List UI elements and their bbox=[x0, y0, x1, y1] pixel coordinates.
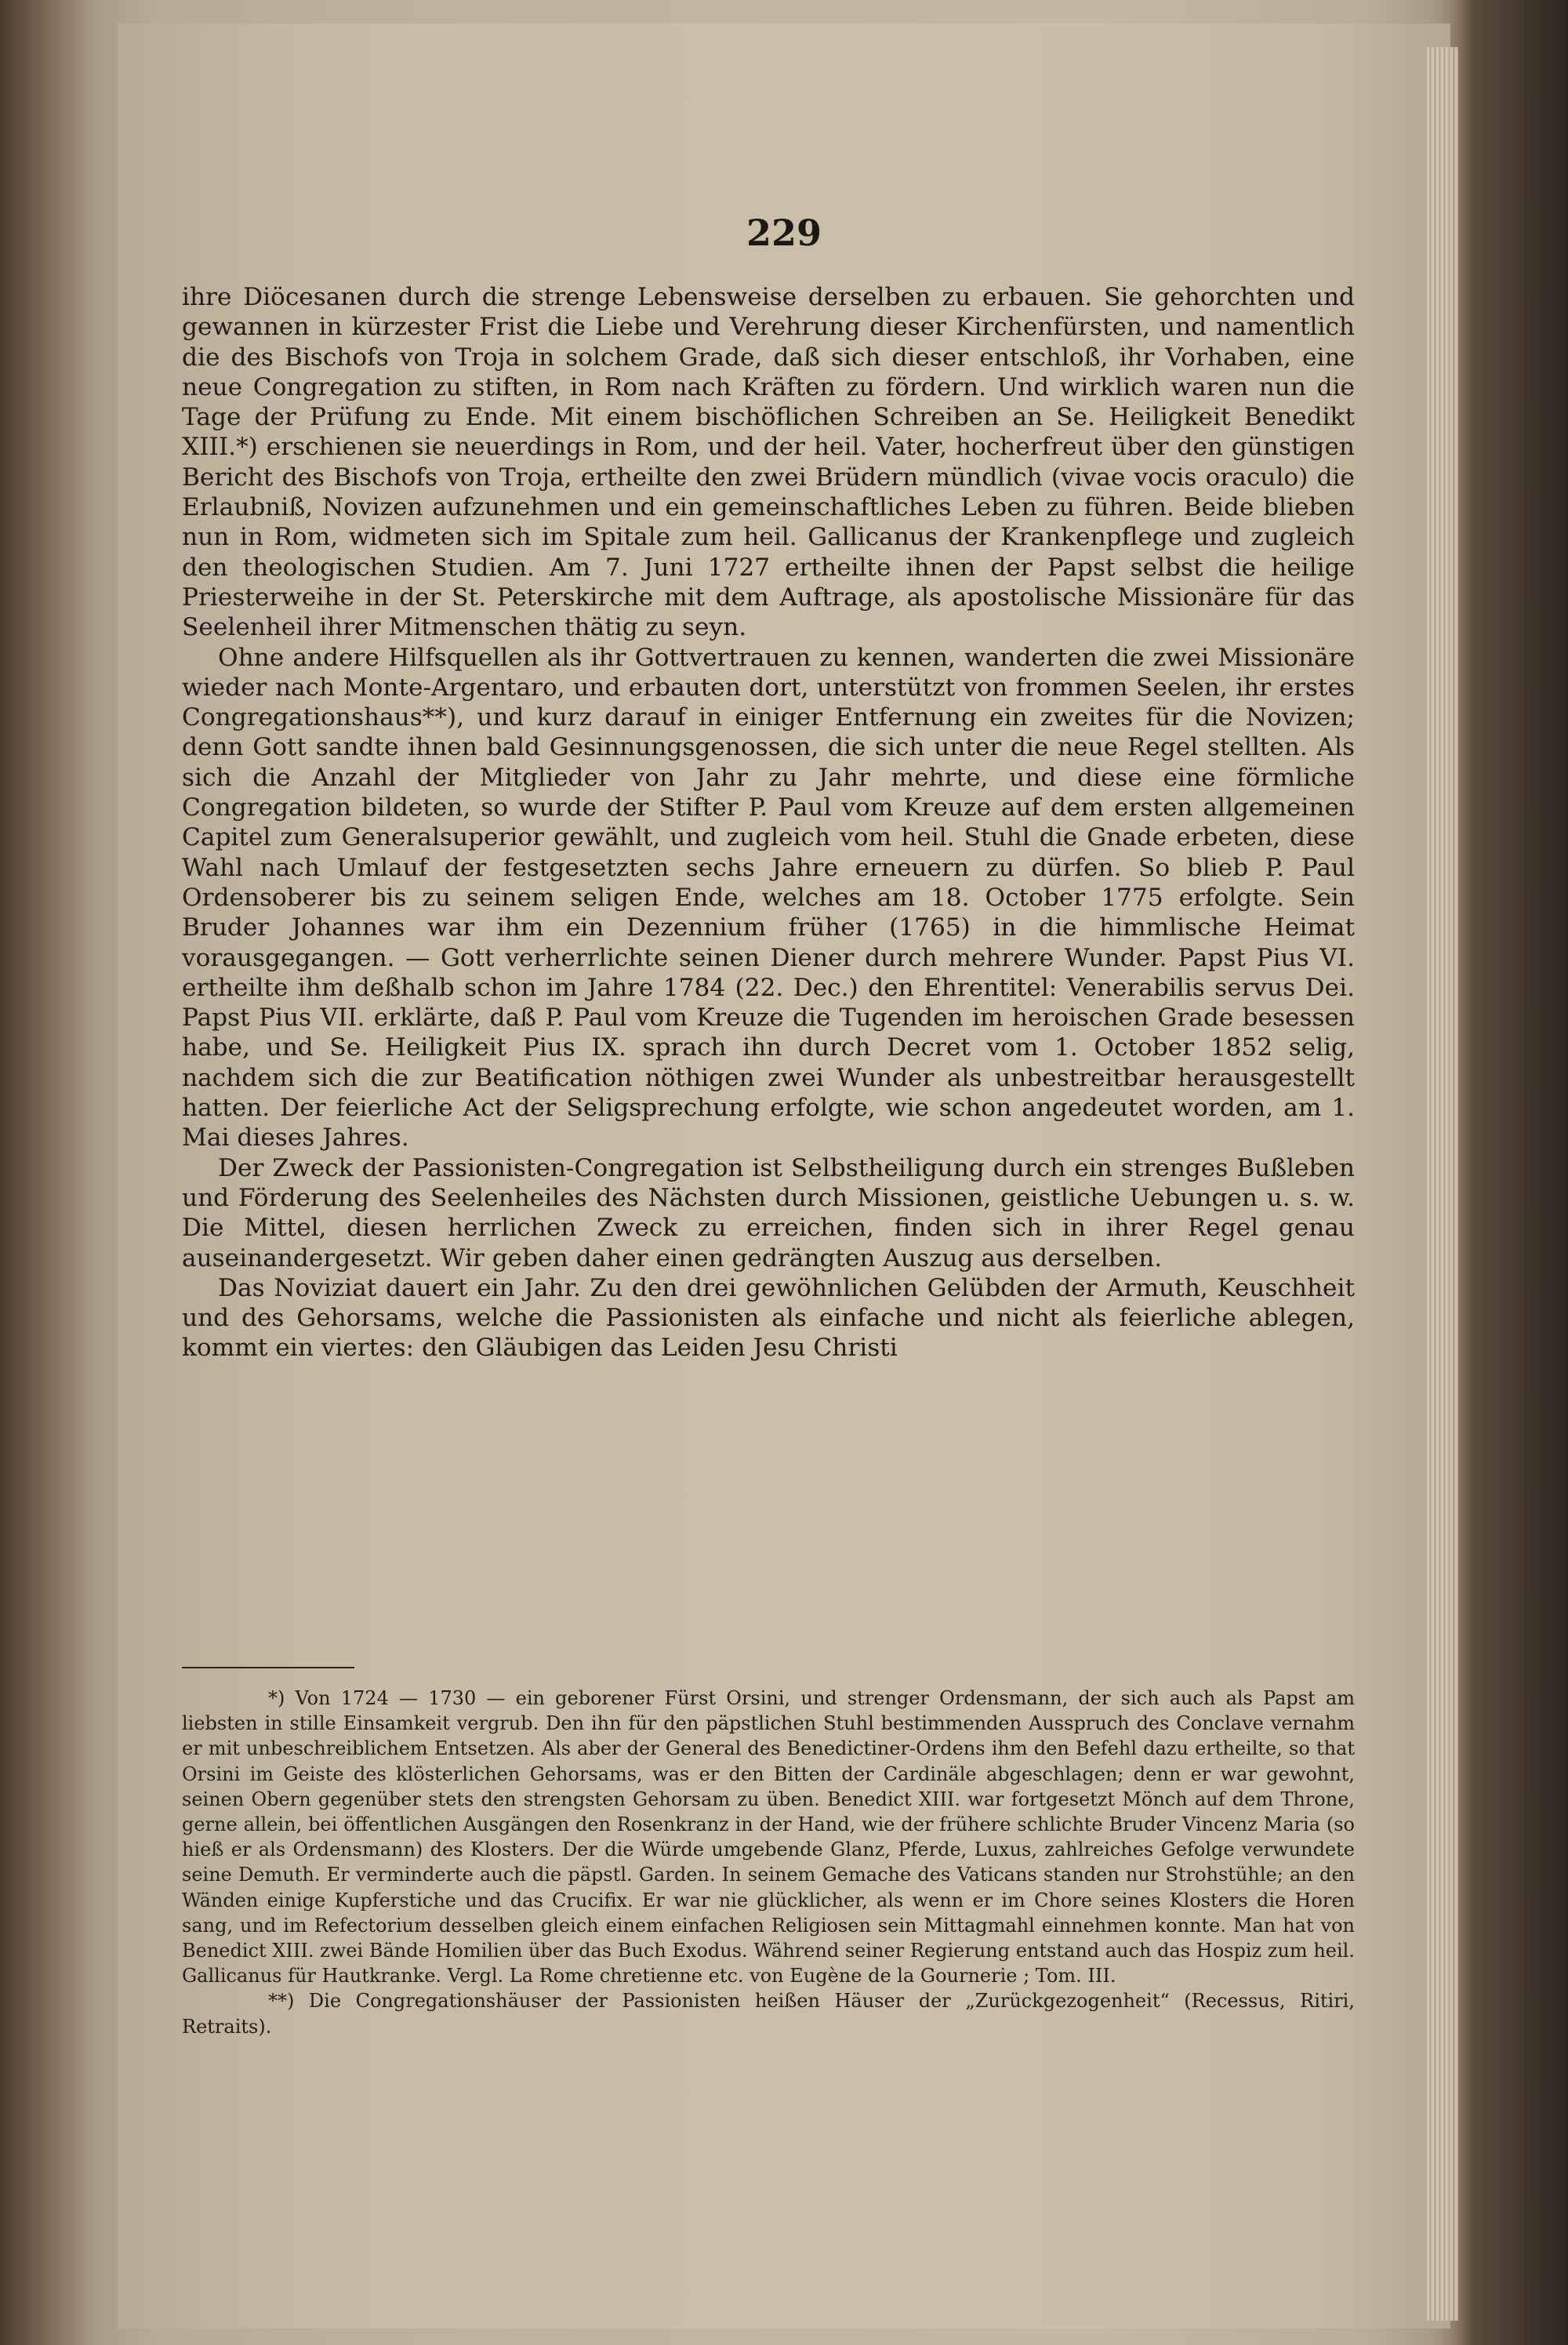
footnote-1: *) Von 1724 — 1730 — ein geborener Fürst Orsini, und strenger Ordensmann, der sich auch als Papst am liebsten in stille Einsamkeit vergrub. Den ihn für den päpstlichen Stuhl bestimmenden Ausspruch des Conclave vernahm er mit unbeschreiblichem Entsetzen. Als aber der General des Benedictiner-Ordens ihm den Befehl dazu ertheilte, so that Orsini im Geiste des klösterlichen Gehorsams, was er den Bitten der Cardinäle abgeschlagen; denn er war gewohnt, seinen Obern gegenüber stets den strengsten Gehorsam zu üben. Benedict XIII. war fortgesetzt Mönch auf dem Throne, gerne allein, bei öffentlichen Ausgängen den Rosenkranz in der Hand, wie der frühere schlichte Bruder Vincenz Maria (so hieß er als Ordensmann) des Klosters. Der die Würde umgebende Glanz, Pferde, Luxus, zahlreiches Gefolge verwundete seine Demuth. Er verminderte auch die päpstl. Garden. In seinem Gemache des Vaticans standen nur Strohstühle; an den Wänden einige Kupferstiche und das Crucifix. Er war nie glücklicher, als wenn er im Chore seines Klosters die Horen sang, und im Refectorium desselben gleich einem einfachen Religiosen sein Mittagmahl einnehmen konnte. Man hat von Benedict XIII. zwei Bände Homilien über das Buch Exodus. Während seiner Regierung entstand auch das Hospiz zum heil. Gallicanus für Hautkranke. Vergl. La Rome chretienne etc. von Eugène de la Gournerie ; Tom. III. bbox=[182, 1687, 1355, 1987]
footnote-2: **) Die Congregationshäuser der Passionisten heißen Häuser der „Zurückgezogenheit“ (Recessus, Ritiri, Retraits). bbox=[182, 1990, 1355, 2038]
footnote-rule bbox=[182, 1667, 354, 1668]
page-edges bbox=[1427, 47, 1458, 2321]
paragraph-1: ihre Diöcesanen durch die strenge Lebensweise derselben zu erbauen. Sie gehorchten und gewannen in kürzester Frist die Liebe und Verehrung dieser Kirchenfürsten, und namentlich die des Bischofs von Troja in solchem Grade, daß sich dieser entschloß, ihr Vorhaben, eine neue Congregation zu stiften, in Rom nach Kräften zu fördern. Und wirklich waren nun die Tage der Prüfung zu Ende. Mit einem bischöflichen Schreiben an Se. Heiligkeit Benedikt XIII.*) erschienen sie neuerdings in Rom, und der heil. Vater, hocherfreut über den günstigen Bericht des Bischofs von Troja, ertheilte den zwei Brüdern mündlich (vivae vocis oraculo) die Erlaubniß, Novizen aufzunehmen und ein gemeinschaftliches Leben zu führen. Beide blieben nun in Rom, widmeten sich im Spitale zum heil. Gallicanus der Krankenpflege und zugleich den theologischen Studien. Am 7. Juni 1727 ertheilte ihnen der Papst selbst die heilige Priesterweihe in der St. Peterskirche mit dem Auftrage, als apostolische Missionäre für das Seelenheil ihrer Mitmenschen thätig zu seyn. bbox=[182, 283, 1355, 642]
paragraph-4: Das Noviziat dauert ein Jahr. Zu den drei gewöhnlichen Gelübden der Armuth, Keuschheit und des Gehorsams, welche die Passionisten als einfache und nicht als feierliche ablegen, kommt ein viertes: den Gläubigen das Leiden Jesu Christi bbox=[182, 1273, 1355, 1363]
main-text bbox=[182, 282, 1355, 1363]
footnotes bbox=[182, 1686, 1355, 2039]
page-number: 229 bbox=[746, 212, 822, 254]
paragraph-3: Der Zweck der Passionisten-Congregation ist Selbstheiligung durch ein strenges Bußleben und Förderung des Seelenheiles des Nächsten durch Missionen, geistliche Uebungen u. s. w. Die Mittel, diesen herrlichen Zweck zu erreichen, finden sich in ihrer Regel genau auseinandergesetzt. Wir geben daher einen gedrängten Auszug aus derselben. bbox=[182, 1153, 1355, 1272]
paragraph-2: Ohne andere Hilfsquellen als ihr Gottvertrauen zu kennen, wanderten die zwei Missionäre wieder nach Monte-Argentaro, und erbauten dort, unterstützt von frommen Seelen, ihr erstes Congregationshaus**), und kurz darauf in einiger Entfernung ein zweites für die Novizen; denn Gott sandte ihnen bald Gesinnungsgenossen, die sich unter die neue Regel stellten. Als sich die Anzahl der Mitglieder von Jahr zu Jahr mehrte, und diese eine förmliche Congregation bildeten, so wurde der Stifter P. Paul vom Kreuze auf dem ersten allgemeinen Capitel zum Generalsuperior gewählt, und zugleich vom heil. Stuhl die Gnade erbeten, diese Wahl nach Umlauf der festgesetzten sechs Jahre erneuern zu dürfen. So blieb P. Paul Ordensoberer bis zu seinem seligen Ende, welches am 18. October 1775 erfolgte. Sein Bruder Johannes war ihm ein Dezennium früher (1765) in die himmlische Heimat vorausgegangen. — Gott verherrlichte seinen Diener durch mehrere Wunder. Papst Pius VI. ertheilte ihm deßhalb schon im Jahre 1784 (22. Dec.) den Ehrentitel: Venerabilis servus Dei. Papst Pius VII. erklärte, daß P. Paul vom Kreuze die Tugenden im heroischen Grade besessen habe, und Se. Heiligkeit Pius IX. sprach ihn durch Decret vom 1. October 1852 selig, nachdem sich die zur Beatification nöthigen zwei Wunder als unbestreitbar herausgestellt hatten. Der feierliche Act der Seligsprechung erfolgte, wie schon angedeutet worden, am 1. Mai dieses Jahres. bbox=[182, 643, 1355, 1153]
